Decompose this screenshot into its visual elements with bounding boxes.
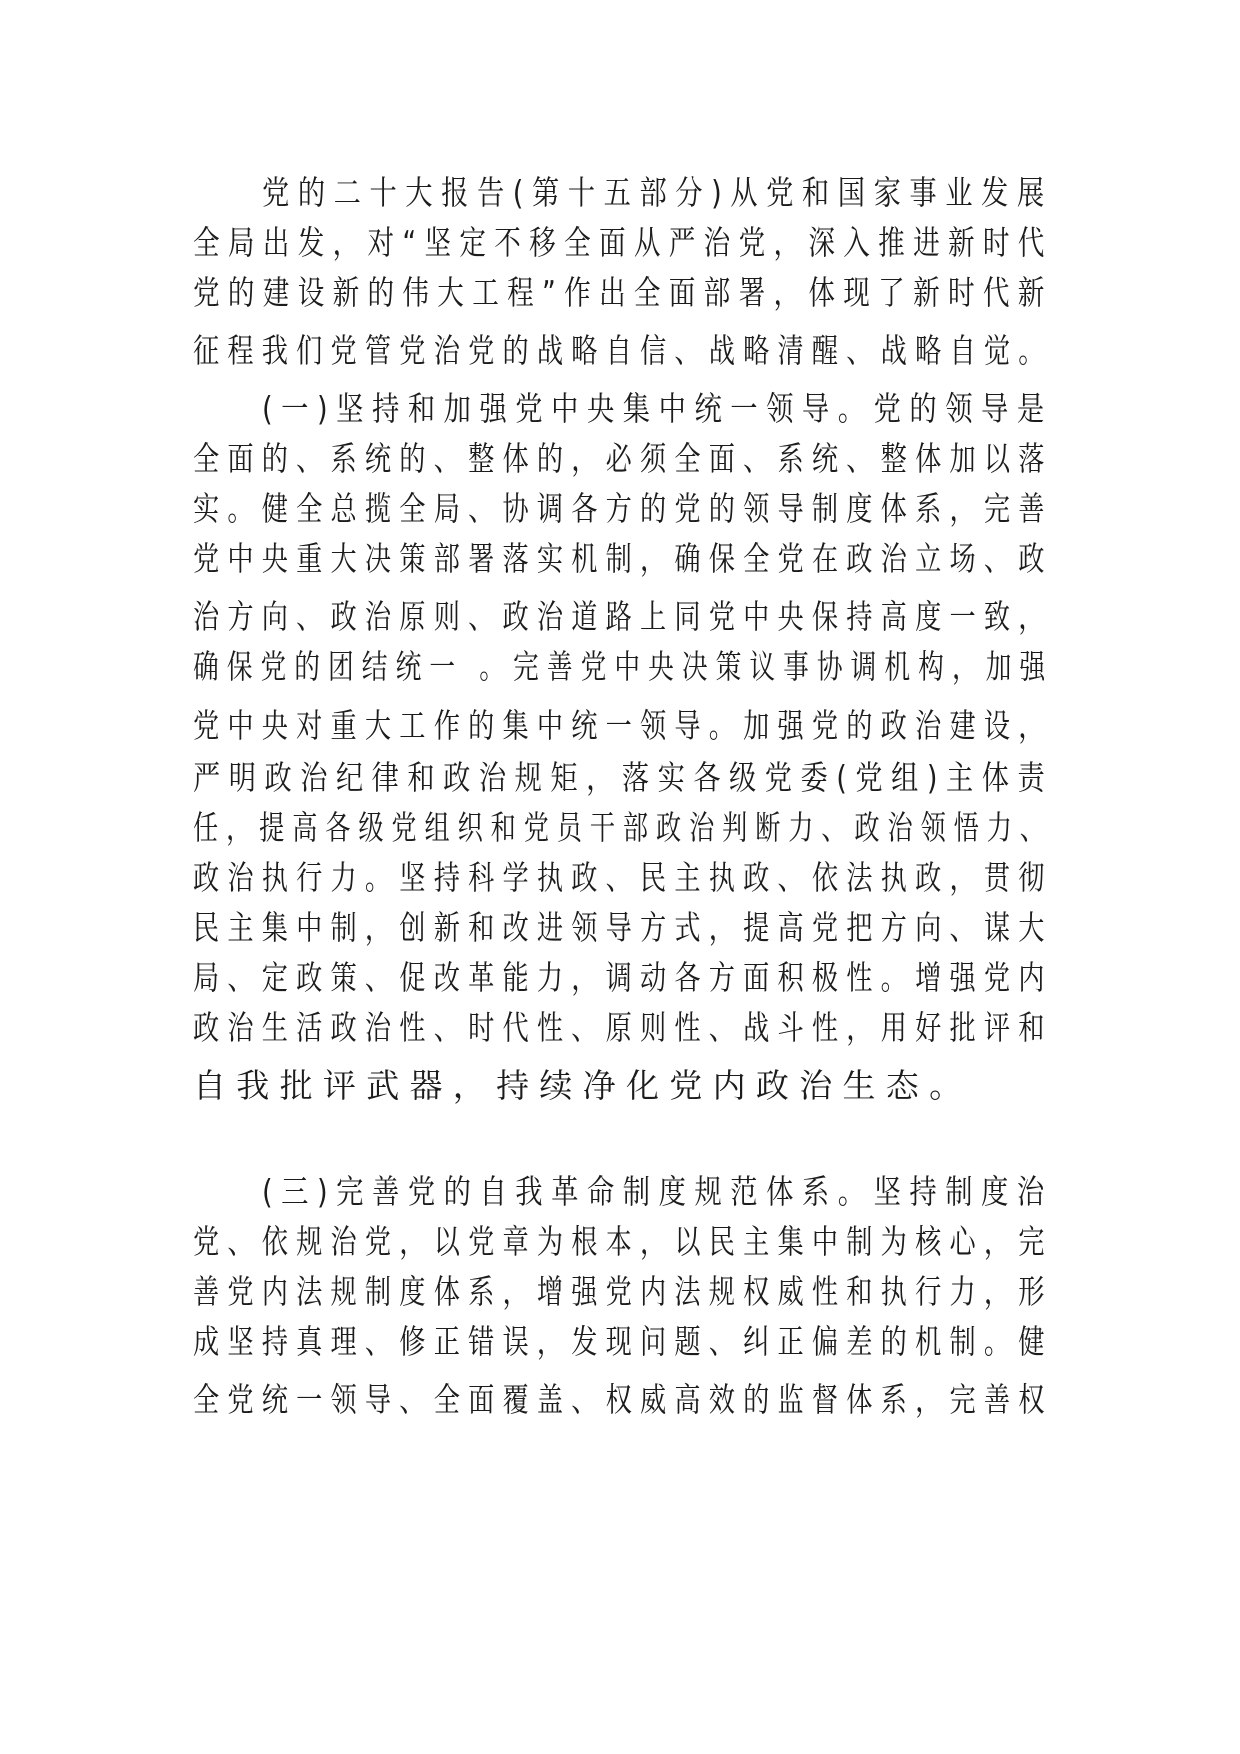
text-line: 征程我们党管党治党的战略自信、战略清醒、战略自觉。 — [193, 331, 1053, 370]
text-line: 党中央重大决策部署落实机制，确保全党在政治立场、政 — [193, 539, 1053, 578]
text-line: 党的二十大报告(第十五部分)从党和国家事业发展 — [262, 173, 1053, 212]
text-line: 民主集中制，创新和改进领导方式，提高党把方向、谋大 — [193, 908, 1053, 947]
text-line: 任，提高各级党组织和党员干部政治判断力、政治领悟力、 — [193, 808, 1053, 847]
text-line: 全党统一领导、全面覆盖、权威高效的监督体系，完善权 — [193, 1380, 1053, 1419]
text-line: 严明政治纪律和政治规矩，落实各级党委(党组)主体责 — [193, 758, 1054, 797]
text-line: 治方向、政治原则、政治道路上同党中央保持高度一致， — [193, 597, 1053, 636]
text-line: (一)坚持和加强党中央集中统一领导。党的领导是 — [262, 389, 1053, 428]
text-line: 成坚持真理、修正错误，发现问题、纠正偏差的机制。健 — [193, 1322, 1053, 1361]
text-line: 党、依规治党，以党章为根本，以民主集中制为核心，完 — [193, 1222, 1053, 1261]
text-line: 政治执行力。坚持科学执政、民主执政、依法执政，贯彻 — [193, 858, 1053, 897]
text-line: 自我批评武器，持续净化党内政治生态。 — [193, 1066, 973, 1105]
text-line: 政治生活政治性、时代性、原则性、战斗性，用好批评和 — [193, 1008, 1053, 1047]
text-line: (三)完善党的自我革命制度规范体系。坚持制度治 — [262, 1172, 1053, 1211]
text-line: 党中央对重大工作的集中统一领导。加强党的政治建设， — [193, 706, 1053, 745]
text-line: 实。健全总揽全局、协调各方的党的领导制度体系，完善 — [193, 489, 1053, 528]
text-line: 善党内法规制度体系，增强党内法规权威性和执行力，形 — [193, 1272, 1053, 1311]
text-line: 党的建设新的伟大工程”作出全面部署，体现了新时代新 — [193, 273, 1053, 312]
text-line: 确保党的团结统一 。完善党中央决策议事协调机构，加强 — [193, 647, 1054, 686]
text-line: 局、定政策、促改革能力，调动各方面积极性。增强党内 — [193, 958, 1053, 997]
text-line: 全面的、系统的、整体的，必须全面、系统、整体加以落 — [193, 439, 1053, 478]
text-line: 全局出发，对“坚定不移全面从严治党，深入推进新时代 — [193, 223, 1053, 262]
